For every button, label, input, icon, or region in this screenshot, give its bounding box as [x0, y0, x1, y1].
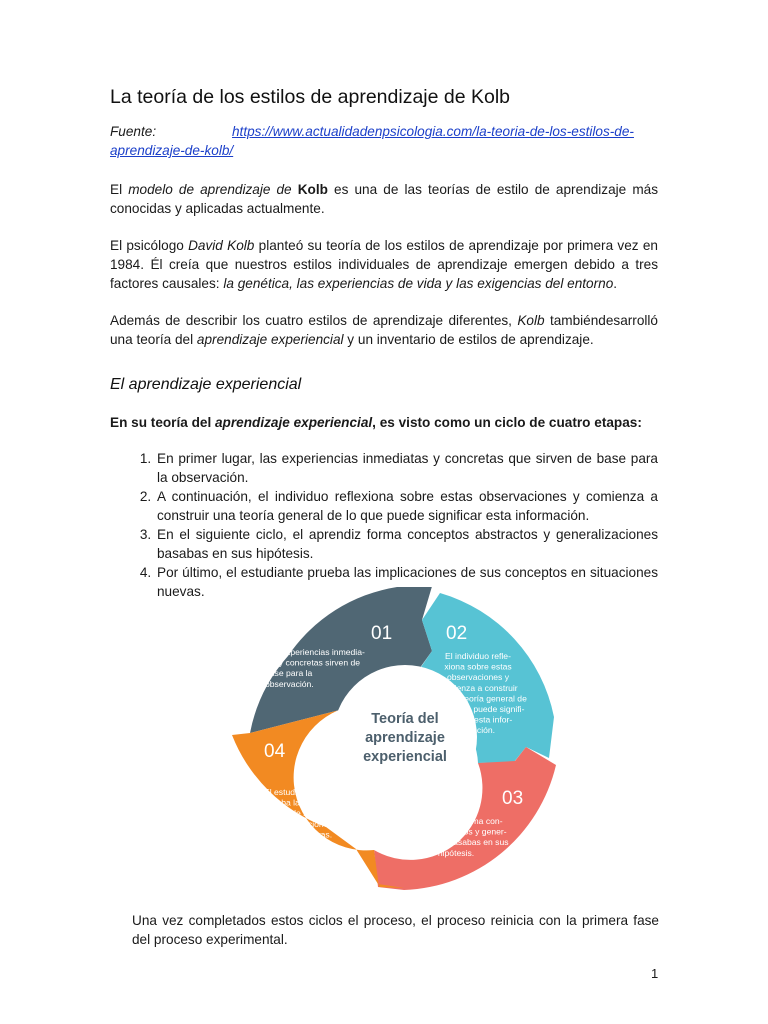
- segment-04-text-line: prueba las implica-: [264, 797, 337, 808]
- text-run: El: [110, 182, 129, 197]
- segment-02-text-line: car esta infor-: [459, 714, 513, 725]
- cycle-svg: [228, 587, 568, 905]
- segment-02-number: 02: [446, 623, 468, 644]
- source-line: [110, 122, 658, 160]
- segment-02-text-line: mación.: [464, 725, 496, 736]
- text-run: modelo de aprendizaje de: [128, 182, 298, 197]
- text-run: Kolb: [517, 313, 545, 328]
- list-item: 1. En primer lugar, las experiencias inmediatas y concretas que sirven de base para la observación.: [155, 449, 658, 487]
- segment-04-text-line: nuevas.: [302, 829, 333, 840]
- text-run: y un inventario de estilos de aprendizaje.: [343, 332, 594, 347]
- stages-list: [110, 449, 658, 601]
- text-run: Kolb: [297, 182, 328, 197]
- segment-04-number: 04: [264, 741, 286, 762]
- segment-01-text-line: base para la: [265, 668, 313, 679]
- text-run: planteó su teoría de los estilos de aprendizaje por primera vez en 1984. Él creía que nuestros estilos individuales de aprendizaje emergen debido a tres factores causales:: [110, 238, 658, 291]
- segment-03-text-line: ceptos abstractos y gener-: [405, 826, 507, 837]
- closing-paragraph: Una vez completados estos ciclos el proceso, el proceso reinicia con la primera fase del proceso experimental.: [132, 913, 659, 947]
- segment-02-text-line: El individuo refle-: [445, 651, 511, 661]
- list-item: 2. A continuación, el individuo reflexiona sobre estas observaciones y comienza a construir una teoría general de lo que puede significar esta información.: [155, 487, 658, 525]
- segment-01-number: 01: [371, 623, 393, 644]
- segment-03-text-line: alizaciones basabas en sus: [403, 837, 509, 848]
- section-heading: El aprendizaje experiencial: [110, 376, 302, 393]
- list-item: 4. Por último, el estudiante prueba las implicaciones de sus conceptos en situaciones nuevas.: [155, 563, 658, 601]
- text-run: Además de describir los cuatro estilos de aprendizaje diferentes,: [110, 313, 518, 328]
- text-run: David Kolb: [188, 238, 255, 253]
- document-page: [110, 84, 658, 601]
- text-run: aprendizaje experiencial: [215, 415, 373, 430]
- learning-cycle-diagram: [228, 587, 568, 905]
- source-label: Fuente:: [110, 124, 157, 139]
- text-run: El psicólogo: [110, 238, 189, 253]
- source-link[interactable]: https://www.actualidadenpsicologia.com/la-teoria-de-los-estilos-de-aprendizaje-de-kolb/: [110, 124, 634, 158]
- segment-02-text-line: lo que puede signifi-: [447, 704, 525, 714]
- list-item: 3. En el siguiente ciclo, el aprendiz forma conceptos abstractos y generalizaciones basabas en sus hipótesis.: [155, 525, 658, 563]
- paragraph-1: [110, 180, 658, 218]
- segment-04-text-line: El estudiante: [264, 787, 314, 797]
- segment-02-text-line: observaciones y: [446, 672, 510, 683]
- segment-01-text-line: tas y concretas sirven de: [265, 657, 361, 668]
- segment-03-text-line: hipótesis.: [437, 847, 475, 858]
- list-intro: [110, 413, 658, 432]
- segment-04-text-line: tos en situaciones: [264, 818, 333, 829]
- paragraph-3: [110, 311, 658, 349]
- text-run: tambiéndesarrolló una teoría del: [110, 313, 658, 347]
- center-title-line: aprendizaje: [365, 730, 445, 746]
- segment-03-text-line: El estudiante forma con-: [409, 816, 503, 826]
- paragraph-2: [110, 236, 658, 293]
- page-number: 1: [651, 966, 659, 981]
- center-title-line: experiencial: [363, 749, 447, 765]
- segment-04-text-line: ciones de sus concep-: [264, 808, 350, 819]
- center-title-line: Teoría del: [371, 711, 439, 727]
- segment-02-text-line: comienza a construir: [438, 682, 518, 693]
- segment-02-text-line: una teoría general de: [445, 693, 527, 704]
- segment-01-text-line: observación.: [265, 678, 314, 689]
- segment-01-text-line: Las experiencias inmedia-: [265, 647, 365, 657]
- text-run: .: [613, 276, 618, 291]
- text-run: es una de las teorías de estilo de aprendizaje más conocidas y aplicadas actualmente.: [110, 182, 658, 216]
- text-run: la genética, las experiencias de vida y las exigencias del entorno: [223, 276, 614, 291]
- text-run: , es visto como un ciclo de cuatro etapas:: [372, 415, 642, 430]
- segment-02-text-line: xiona sobre estas: [444, 661, 512, 672]
- text-run: En su teoría del: [110, 415, 215, 430]
- document-title: La teoría de los estilos de aprendizaje de Kolb: [110, 86, 511, 108]
- text-run: aprendizaje experiencial: [196, 332, 344, 347]
- segment-03-number: 03: [502, 788, 524, 809]
